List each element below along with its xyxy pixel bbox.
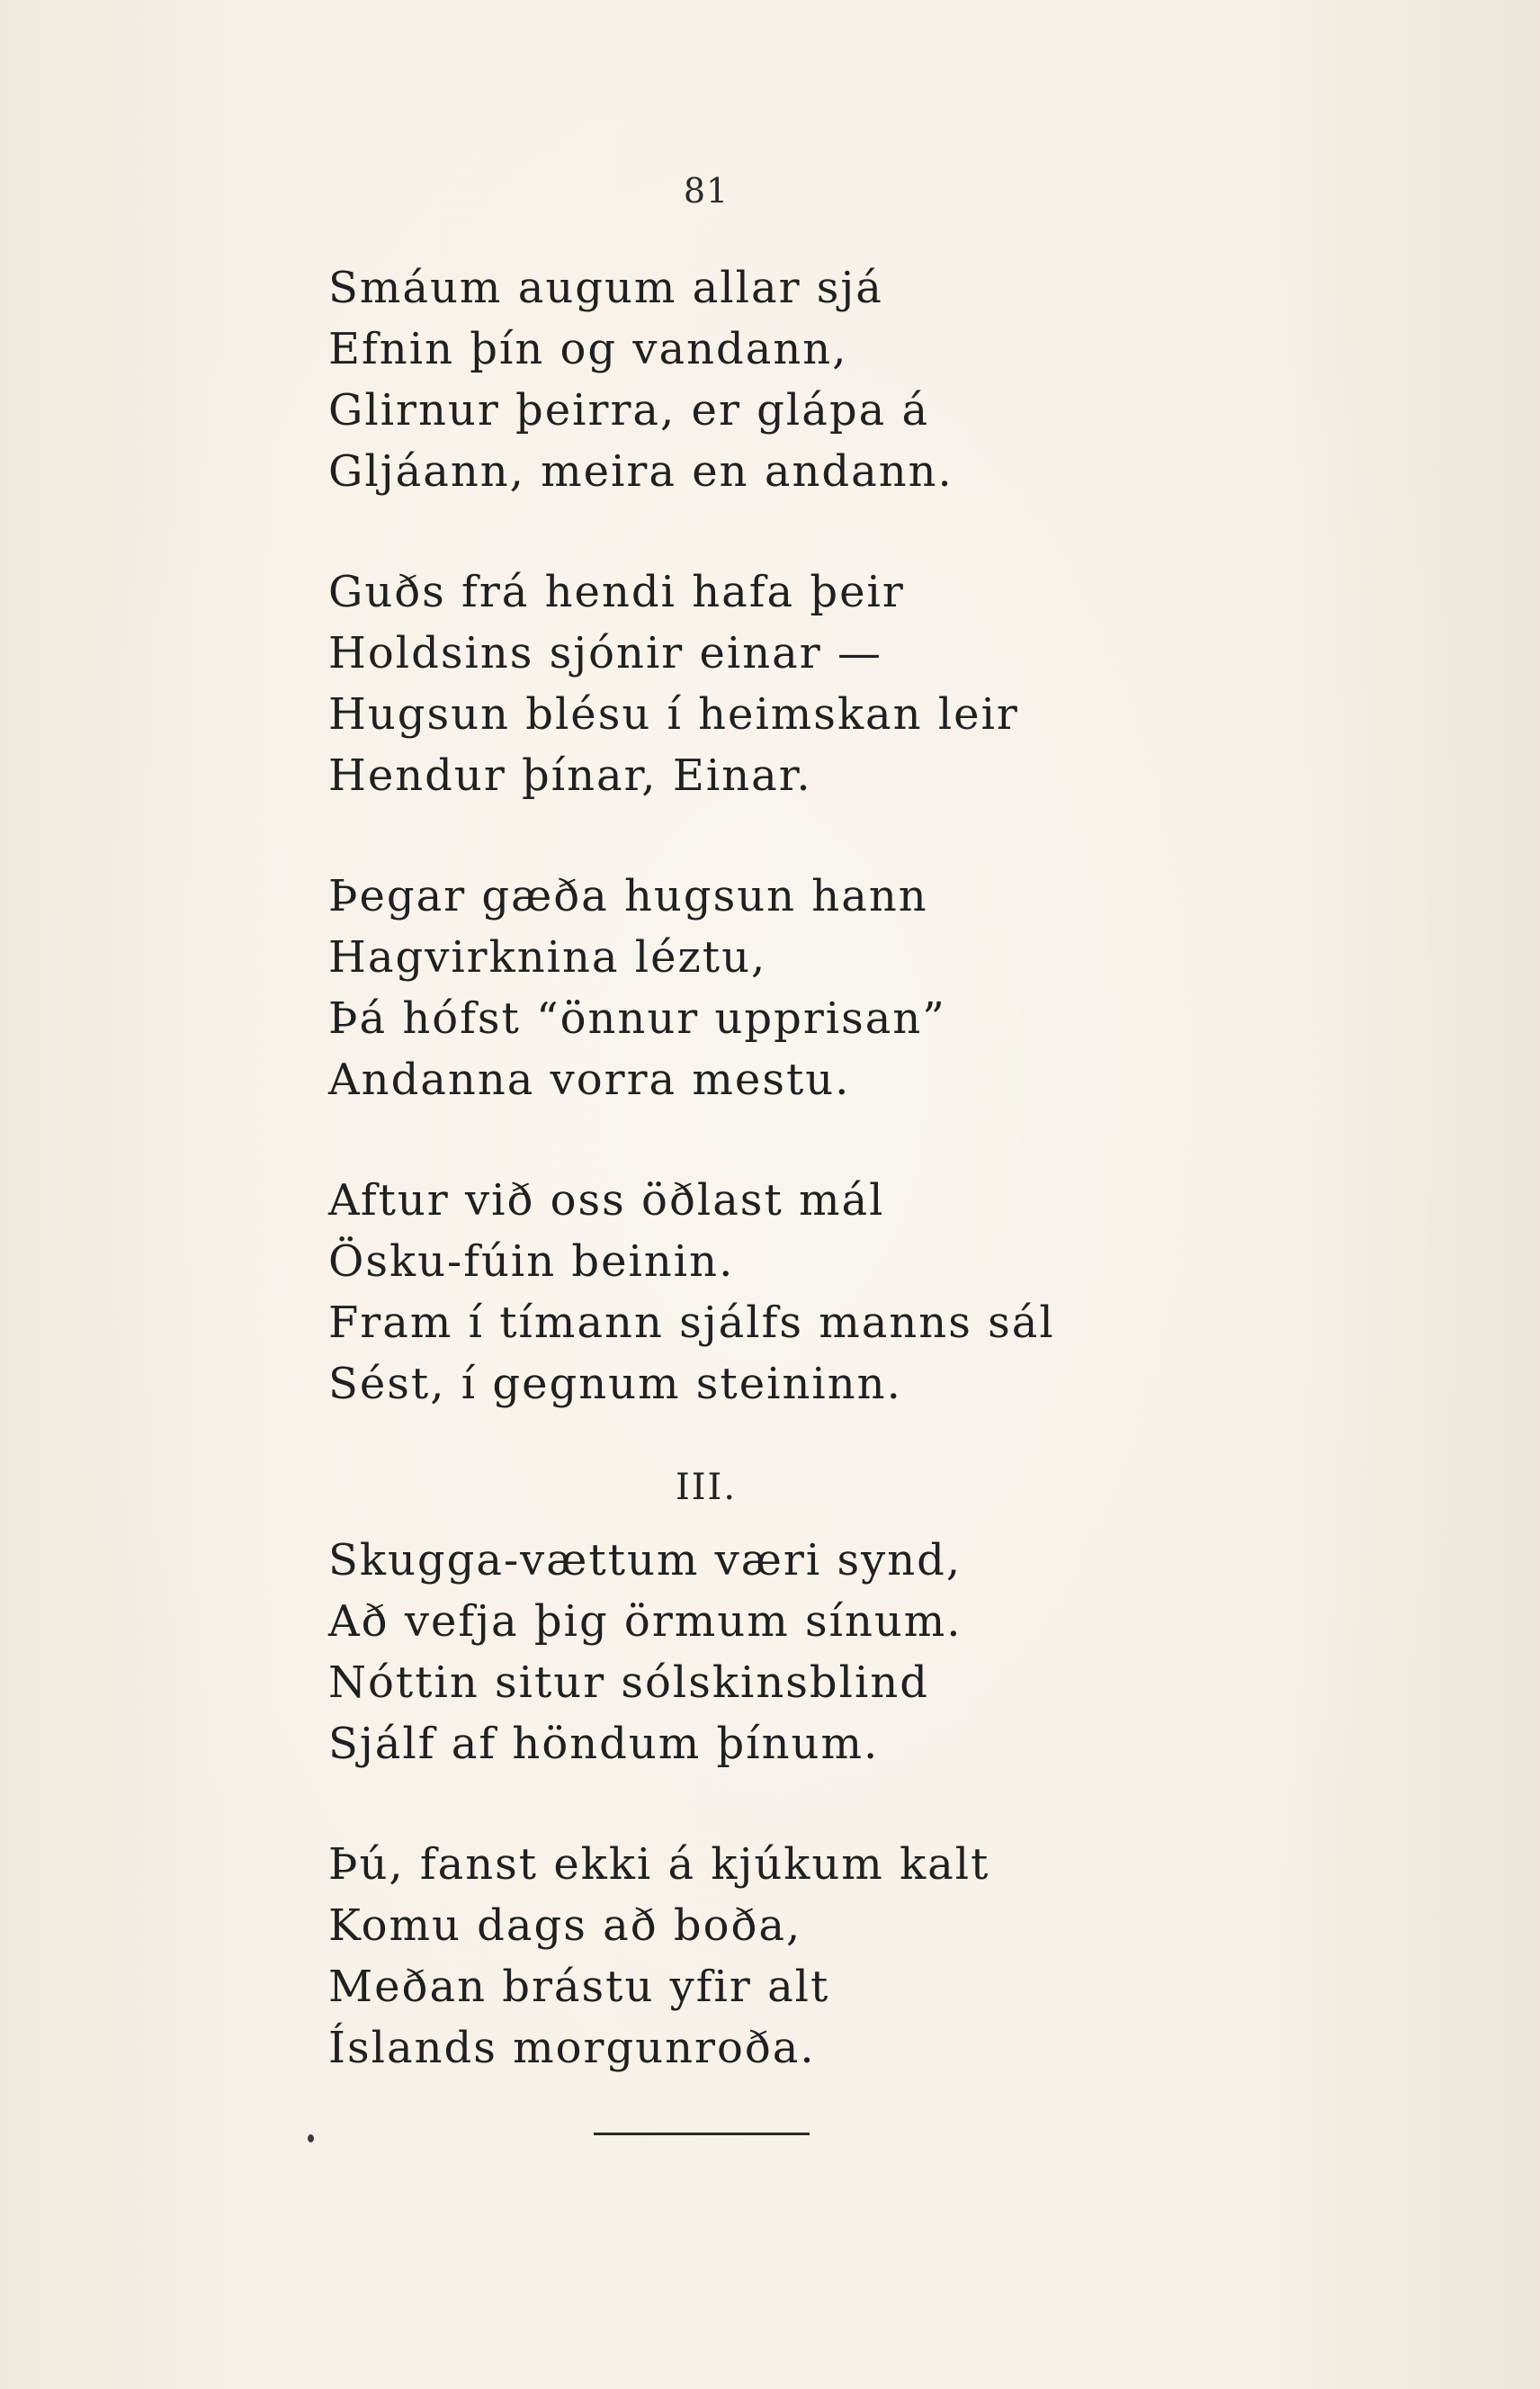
verse-line: Smáum augum allar sjá bbox=[328, 263, 883, 313]
verse-line: Gljáann, meira en andann. bbox=[328, 446, 954, 497]
verse-line: Meðan brástu yfir alt bbox=[328, 1962, 830, 2012]
verse-line: Hugsun blésu í heimskan leir bbox=[328, 689, 1019, 740]
verse-line: Íslands morgunroða. bbox=[328, 2023, 816, 2073]
stanza bbox=[328, 866, 1273, 1110]
stanza bbox=[328, 1170, 1273, 1415]
poem-part-2 bbox=[328, 1530, 1273, 2138]
verse-line: Fram í tímann sjálfs manns sál bbox=[328, 1298, 1055, 1348]
verse-line: Að vefja þig örmum sínum. bbox=[328, 1596, 962, 1647]
page-number: 81 bbox=[683, 171, 730, 211]
stanza bbox=[328, 1530, 1273, 1774]
verse-line: Sjálf af höndum þínum. bbox=[328, 1719, 880, 1769]
section-heading: III. bbox=[675, 1467, 738, 1508]
verse-line: Efnin þín og vandann, bbox=[328, 324, 848, 374]
end-rule bbox=[594, 2133, 810, 2135]
verse-line: Holdsins sjónir einar — bbox=[328, 628, 882, 678]
verse-line: Andanna vorra mestu. bbox=[328, 1055, 851, 1105]
poem-part-1 bbox=[328, 257, 1273, 1474]
verse-line: Hagvirknina léztu, bbox=[328, 932, 767, 983]
verse-line: Skugga-vættum væri synd, bbox=[328, 1535, 962, 1585]
verse-line: Hendur þínar, Einar. bbox=[328, 750, 812, 801]
verse-line: Glirnur þeirra, er glápa á bbox=[328, 385, 930, 436]
verse-line: Sést, í gegnum steininn. bbox=[328, 1359, 902, 1409]
verse-line: Guðs frá hendi hafa þeir bbox=[328, 567, 905, 617]
stanza bbox=[328, 257, 1273, 502]
stanza bbox=[328, 1834, 1273, 2079]
verse-line: Komu dags að boða, bbox=[328, 1900, 802, 1951]
verse-line: Þá hófst “önnur upprisan” bbox=[328, 993, 946, 1044]
verse-line: Ösku-fúin beinin. bbox=[328, 1236, 735, 1287]
verse-line: Þegar gæða hugsun hann bbox=[328, 871, 928, 921]
verse-line: Aftur við oss öðlast mál bbox=[328, 1175, 885, 1226]
ink-speck bbox=[308, 2134, 314, 2142]
stanza bbox=[328, 561, 1273, 806]
verse-line: Þú, fanst ekki á kjúkum kalt bbox=[328, 1839, 990, 1890]
verse-line: Nóttin situr sólskinsblind bbox=[328, 1657, 929, 1708]
